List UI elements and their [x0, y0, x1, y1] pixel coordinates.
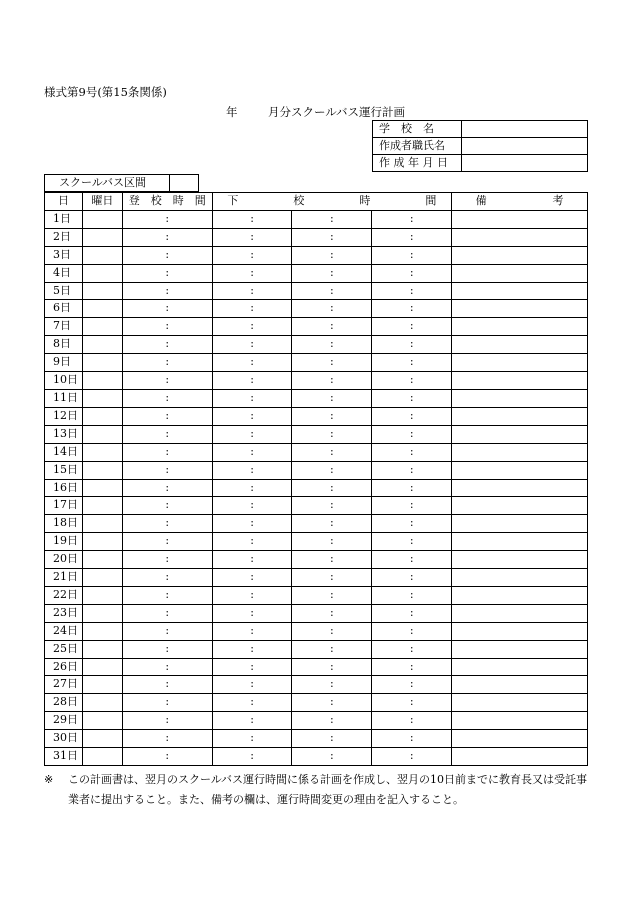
- day-cell: 27日: [45, 676, 83, 694]
- weekday-cell[interactable]: [82, 640, 122, 658]
- weekday-cell[interactable]: [82, 676, 122, 694]
- weekday-cell[interactable]: [82, 515, 122, 533]
- arrival-time-cell[interactable]: :: [122, 569, 212, 587]
- weekday-cell[interactable]: [82, 443, 122, 461]
- departure-time-3-cell[interactable]: :: [372, 694, 452, 712]
- departure-time-2-cell[interactable]: :: [292, 658, 372, 676]
- weekday-cell[interactable]: [82, 748, 122, 766]
- arrival-time-cell[interactable]: :: [122, 407, 212, 425]
- departure-time-1-cell[interactable]: :: [212, 569, 292, 587]
- departure-time-1-cell[interactable]: :: [212, 407, 292, 425]
- table-row: [45, 694, 588, 712]
- table-row: [45, 586, 588, 604]
- day-cell: 12日: [45, 407, 83, 425]
- remarks-cell[interactable]: [452, 282, 588, 300]
- departure-time-1-cell[interactable]: :: [212, 354, 292, 372]
- table-row: [45, 372, 588, 390]
- remarks-cell[interactable]: [452, 443, 588, 461]
- departure-time-2-cell[interactable]: :: [292, 622, 372, 640]
- remarks-cell[interactable]: [452, 246, 588, 264]
- table-row: [45, 551, 588, 569]
- day-cell: 17日: [45, 497, 83, 515]
- route-label: スクールバス区間: [45, 175, 170, 192]
- day-cell: 10日: [45, 372, 83, 390]
- table-row: [45, 479, 588, 497]
- remarks-cell[interactable]: [452, 228, 588, 246]
- departure-time-3-cell[interactable]: :: [372, 210, 452, 228]
- route-spacer: [199, 175, 589, 192]
- departure-time-1-cell[interactable]: :: [212, 389, 292, 407]
- departure-time-3-cell[interactable]: :: [372, 407, 452, 425]
- arrival-time-cell[interactable]: :: [122, 282, 212, 300]
- day-cell: 22日: [45, 586, 83, 604]
- weekday-cell[interactable]: [82, 336, 122, 354]
- arrival-time-cell[interactable]: :: [122, 354, 212, 372]
- weekday-cell[interactable]: [82, 586, 122, 604]
- table-row: [45, 622, 588, 640]
- departure-time-1-cell[interactable]: :: [212, 479, 292, 497]
- weekday-cell[interactable]: [82, 407, 122, 425]
- day-cell: 28日: [45, 694, 83, 712]
- weekday-cell[interactable]: [82, 497, 122, 515]
- arrival-time-cell[interactable]: :: [122, 443, 212, 461]
- remarks-cell[interactable]: [452, 551, 588, 569]
- departure-time-3-cell[interactable]: :: [372, 551, 452, 569]
- table-row: [45, 676, 588, 694]
- day-cell: 19日: [45, 533, 83, 551]
- remarks-cell[interactable]: [452, 407, 588, 425]
- remarks-cell[interactable]: [452, 479, 588, 497]
- departure-time-1-cell[interactable]: :: [212, 210, 292, 228]
- weekday-cell[interactable]: [82, 282, 122, 300]
- weekday-cell[interactable]: [82, 533, 122, 551]
- table-row: [45, 658, 588, 676]
- remarks-cell[interactable]: [452, 694, 588, 712]
- arrival-time-cell[interactable]: :: [122, 694, 212, 712]
- departure-time-1-cell[interactable]: :: [212, 372, 292, 390]
- departure-time-1-cell[interactable]: :: [212, 533, 292, 551]
- created-date-field[interactable]: [462, 155, 588, 172]
- departure-time-3-cell[interactable]: :: [372, 676, 452, 694]
- arrival-time-cell[interactable]: :: [122, 389, 212, 407]
- departure-time-2-cell[interactable]: :: [292, 640, 372, 658]
- arrival-time-cell[interactable]: :: [122, 676, 212, 694]
- remarks-cell[interactable]: [452, 604, 588, 622]
- remarks-cell[interactable]: [452, 354, 588, 372]
- arrival-time-cell[interactable]: :: [122, 497, 212, 515]
- table-row: [45, 748, 588, 766]
- day-cell: 24日: [45, 622, 83, 640]
- day-cell: 18日: [45, 515, 83, 533]
- departure-time-3-cell[interactable]: :: [372, 336, 452, 354]
- weekday-cell[interactable]: [82, 551, 122, 569]
- departure-time-1-cell[interactable]: :: [212, 246, 292, 264]
- departure-time-3-cell[interactable]: :: [372, 318, 452, 336]
- day-cell: 3日: [45, 246, 83, 264]
- departure-time-2-cell[interactable]: :: [292, 425, 372, 443]
- day-cell: 26日: [45, 658, 83, 676]
- departure-time-3-cell[interactable]: :: [372, 622, 452, 640]
- remarks-cell[interactable]: [452, 461, 588, 479]
- arrival-time-cell[interactable]: :: [122, 586, 212, 604]
- departure-time-2-cell[interactable]: :: [292, 515, 372, 533]
- info-row: [373, 138, 588, 155]
- table-row: [45, 640, 588, 658]
- departure-time-2-cell[interactable]: :: [292, 694, 372, 712]
- day-cell: 21日: [45, 569, 83, 587]
- departure-time-2-cell[interactable]: :: [292, 264, 372, 282]
- arrival-time-cell[interactable]: :: [122, 748, 212, 766]
- weekday-cell[interactable]: [82, 264, 122, 282]
- school-info-table: [372, 120, 588, 172]
- departure-time-1-cell[interactable]: :: [212, 586, 292, 604]
- table-row: [45, 712, 588, 730]
- arrival-time-cell[interactable]: :: [122, 228, 212, 246]
- title-year: 年: [226, 105, 238, 119]
- departure-time-1-cell[interactable]: :: [212, 425, 292, 443]
- weekday-cell[interactable]: [82, 658, 122, 676]
- weekday-cell[interactable]: [82, 300, 122, 318]
- arrival-time-cell[interactable]: :: [122, 336, 212, 354]
- table-row: [45, 515, 588, 533]
- day-cell: 5日: [45, 282, 83, 300]
- departure-time-2-cell[interactable]: :: [292, 300, 372, 318]
- arrival-time-cell[interactable]: :: [122, 300, 212, 318]
- departure-time-3-cell[interactable]: :: [372, 264, 452, 282]
- remarks-cell[interactable]: [452, 210, 588, 228]
- remarks-cell[interactable]: [452, 640, 588, 658]
- info-row: [373, 121, 588, 138]
- departure-time-1-cell[interactable]: :: [212, 318, 292, 336]
- departure-time-1-cell[interactable]: :: [212, 264, 292, 282]
- day-cell: 8日: [45, 336, 83, 354]
- arrival-time-cell[interactable]: :: [122, 515, 212, 533]
- departure-time-2-cell[interactable]: :: [292, 318, 372, 336]
- header-departure: 下 校 時 間: [212, 193, 451, 211]
- remarks-cell[interactable]: [452, 425, 588, 443]
- arrival-time-cell[interactable]: :: [122, 622, 212, 640]
- table-row: [45, 604, 588, 622]
- departure-time-3-cell[interactable]: :: [372, 461, 452, 479]
- table-row: [45, 497, 588, 515]
- schedule-header-row: [45, 193, 588, 211]
- departure-time-3-cell[interactable]: :: [372, 712, 452, 730]
- arrival-time-cell[interactable]: :: [122, 372, 212, 390]
- weekday-cell[interactable]: [82, 461, 122, 479]
- arrival-time-cell[interactable]: :: [122, 658, 212, 676]
- departure-time-3-cell[interactable]: :: [372, 640, 452, 658]
- departure-time-1-cell[interactable]: :: [212, 604, 292, 622]
- departure-time-1-cell[interactable]: :: [212, 640, 292, 658]
- departure-time-2-cell[interactable]: :: [292, 497, 372, 515]
- remarks-cell[interactable]: [452, 658, 588, 676]
- table-row: [45, 533, 588, 551]
- arrival-time-cell[interactable]: :: [122, 712, 212, 730]
- weekday-cell[interactable]: [82, 246, 122, 264]
- departure-time-3-cell[interactable]: :: [372, 372, 452, 390]
- departure-time-2-cell[interactable]: :: [292, 443, 372, 461]
- departure-time-1-cell[interactable]: :: [212, 336, 292, 354]
- arrival-time-cell[interactable]: :: [122, 479, 212, 497]
- departure-time-2-cell[interactable]: :: [292, 569, 372, 587]
- header-weekday: 曜日: [82, 193, 122, 211]
- departure-time-3-cell[interactable]: :: [372, 658, 452, 676]
- day-cell: 9日: [45, 354, 83, 372]
- day-cell: 14日: [45, 443, 83, 461]
- departure-time-3-cell[interactable]: :: [372, 748, 452, 766]
- arrival-time-cell[interactable]: :: [122, 318, 212, 336]
- remarks-cell[interactable]: [452, 730, 588, 748]
- weekday-cell[interactable]: [82, 694, 122, 712]
- table-row: [45, 730, 588, 748]
- departure-time-1-cell[interactable]: :: [212, 748, 292, 766]
- day-cell: 20日: [45, 551, 83, 569]
- remarks-cell[interactable]: [452, 622, 588, 640]
- departure-time-3-cell[interactable]: :: [372, 533, 452, 551]
- remarks-cell[interactable]: [452, 748, 588, 766]
- table-row: [45, 210, 588, 228]
- header-arrival: 登 校 時 間: [122, 193, 212, 211]
- weekday-cell[interactable]: [82, 425, 122, 443]
- table-row: [45, 300, 588, 318]
- departure-time-2-cell[interactable]: :: [292, 389, 372, 407]
- footnote-mark: ※: [44, 773, 54, 786]
- created-date-label: 作 成 年 月 日: [373, 155, 462, 172]
- weekday-cell[interactable]: [82, 712, 122, 730]
- weekday-cell[interactable]: [82, 372, 122, 390]
- arrival-time-cell[interactable]: :: [122, 461, 212, 479]
- school-name-label: 学 校 名: [373, 121, 462, 138]
- departure-time-1-cell[interactable]: :: [212, 694, 292, 712]
- departure-time-2-cell[interactable]: :: [292, 676, 372, 694]
- departure-time-2-cell[interactable]: :: [292, 282, 372, 300]
- departure-time-2-cell[interactable]: :: [292, 748, 372, 766]
- table-row: [45, 336, 588, 354]
- departure-time-1-cell[interactable]: :: [212, 622, 292, 640]
- departure-time-2-cell[interactable]: :: [292, 533, 372, 551]
- header-remarks: 備 考: [452, 193, 588, 211]
- arrival-time-cell[interactable]: :: [122, 246, 212, 264]
- departure-time-3-cell[interactable]: :: [372, 425, 452, 443]
- departure-time-1-cell[interactable]: :: [212, 228, 292, 246]
- weekday-cell[interactable]: [82, 604, 122, 622]
- remarks-cell[interactable]: [452, 300, 588, 318]
- table-row: [45, 407, 588, 425]
- remarks-cell[interactable]: [452, 336, 588, 354]
- table-row: [45, 569, 588, 587]
- day-cell: 13日: [45, 425, 83, 443]
- departure-time-3-cell[interactable]: :: [372, 300, 452, 318]
- arrival-time-cell[interactable]: :: [122, 425, 212, 443]
- table-row: [45, 389, 588, 407]
- departure-time-1-cell[interactable]: :: [212, 443, 292, 461]
- day-cell: 6日: [45, 300, 83, 318]
- remarks-cell[interactable]: [452, 497, 588, 515]
- header-day: 日: [45, 193, 83, 211]
- remarks-cell[interactable]: [452, 515, 588, 533]
- day-cell: 23日: [45, 604, 83, 622]
- departure-time-1-cell[interactable]: :: [212, 461, 292, 479]
- table-row: [45, 264, 588, 282]
- weekday-cell[interactable]: [82, 318, 122, 336]
- footnote: [44, 770, 592, 810]
- arrival-time-cell[interactable]: :: [122, 533, 212, 551]
- table-row: [45, 318, 588, 336]
- departure-time-3-cell[interactable]: :: [372, 497, 452, 515]
- weekday-cell[interactable]: [82, 569, 122, 587]
- departure-time-2-cell[interactable]: :: [292, 407, 372, 425]
- departure-time-2-cell[interactable]: :: [292, 479, 372, 497]
- weekday-cell[interactable]: [82, 622, 122, 640]
- arrival-time-cell[interactable]: :: [122, 210, 212, 228]
- departure-time-2-cell[interactable]: :: [292, 210, 372, 228]
- departure-time-3-cell[interactable]: :: [372, 586, 452, 604]
- arrival-time-cell[interactable]: :: [122, 640, 212, 658]
- weekday-cell[interactable]: [82, 228, 122, 246]
- weekday-cell[interactable]: [82, 389, 122, 407]
- departure-time-2-cell[interactable]: :: [292, 730, 372, 748]
- remarks-cell[interactable]: [452, 676, 588, 694]
- table-row: [45, 228, 588, 246]
- route-table: [44, 174, 588, 192]
- day-cell: 11日: [45, 389, 83, 407]
- footnote-text: この計画書は、翌月のスクールバス運行時間に係る計画を作成し、翌月の10日前までに教育長又は受託事業者に提出すること。また、備考の欄は、運行時間変更の理由を記入すること。: [68, 773, 588, 806]
- table-row: [45, 425, 588, 443]
- day-cell: 16日: [45, 479, 83, 497]
- departure-time-3-cell[interactable]: :: [372, 228, 452, 246]
- departure-time-3-cell[interactable]: :: [372, 569, 452, 587]
- weekday-cell[interactable]: [82, 210, 122, 228]
- remarks-cell[interactable]: [452, 586, 588, 604]
- day-cell: 31日: [45, 748, 83, 766]
- table-row: [45, 282, 588, 300]
- departure-time-3-cell[interactable]: :: [372, 246, 452, 264]
- title-text: 月分スクールバス運行計画: [268, 105, 405, 119]
- departure-time-2-cell[interactable]: :: [292, 551, 372, 569]
- table-row: [45, 443, 588, 461]
- departure-time-2-cell[interactable]: :: [292, 246, 372, 264]
- day-cell: 7日: [45, 318, 83, 336]
- table-row: [45, 354, 588, 372]
- remarks-cell[interactable]: [452, 533, 588, 551]
- weekday-cell[interactable]: [82, 479, 122, 497]
- school-name-field[interactable]: [462, 121, 588, 138]
- remarks-cell[interactable]: [452, 318, 588, 336]
- arrival-time-cell[interactable]: :: [122, 551, 212, 569]
- table-row: [45, 246, 588, 264]
- departure-time-1-cell[interactable]: :: [212, 497, 292, 515]
- arrival-time-cell[interactable]: :: [122, 264, 212, 282]
- departure-time-3-cell[interactable]: :: [372, 443, 452, 461]
- departure-time-3-cell[interactable]: :: [372, 282, 452, 300]
- author-field[interactable]: [462, 138, 588, 155]
- form-reference: 様式第9号(第15条関係): [44, 85, 167, 99]
- departure-time-1-cell[interactable]: :: [212, 658, 292, 676]
- departure-time-2-cell[interactable]: :: [292, 354, 372, 372]
- departure-time-2-cell[interactable]: :: [292, 712, 372, 730]
- departure-time-1-cell[interactable]: :: [212, 551, 292, 569]
- schedule-table: [44, 192, 588, 766]
- arrival-time-cell[interactable]: :: [122, 730, 212, 748]
- departure-time-2-cell[interactable]: :: [292, 604, 372, 622]
- departure-time-3-cell[interactable]: :: [372, 515, 452, 533]
- remarks-cell[interactable]: [452, 569, 588, 587]
- weekday-cell[interactable]: [82, 730, 122, 748]
- arrival-time-cell[interactable]: :: [122, 604, 212, 622]
- route-field[interactable]: [170, 175, 199, 192]
- departure-time-2-cell[interactable]: :: [292, 228, 372, 246]
- departure-time-2-cell[interactable]: :: [292, 461, 372, 479]
- departure-time-1-cell[interactable]: :: [212, 712, 292, 730]
- departure-time-1-cell[interactable]: :: [212, 282, 292, 300]
- table-row: [45, 461, 588, 479]
- departure-time-2-cell[interactable]: :: [292, 336, 372, 354]
- departure-time-3-cell[interactable]: :: [372, 354, 452, 372]
- departure-time-2-cell[interactable]: :: [292, 372, 372, 390]
- remarks-cell[interactable]: [452, 712, 588, 730]
- day-cell: 15日: [45, 461, 83, 479]
- day-cell: 4日: [45, 264, 83, 282]
- info-row: [373, 155, 588, 172]
- day-cell: 29日: [45, 712, 83, 730]
- departure-time-1-cell[interactable]: :: [212, 515, 292, 533]
- remarks-cell[interactable]: [452, 264, 588, 282]
- departure-time-3-cell[interactable]: :: [372, 730, 452, 748]
- day-cell: 30日: [45, 730, 83, 748]
- departure-time-1-cell[interactable]: :: [212, 676, 292, 694]
- day-cell: 2日: [45, 228, 83, 246]
- remarks-cell[interactable]: [452, 389, 588, 407]
- day-cell: 25日: [45, 640, 83, 658]
- departure-time-3-cell[interactable]: :: [372, 604, 452, 622]
- departure-time-3-cell[interactable]: :: [372, 479, 452, 497]
- weekday-cell[interactable]: [82, 354, 122, 372]
- departure-time-3-cell[interactable]: :: [372, 389, 452, 407]
- departure-time-2-cell[interactable]: :: [292, 586, 372, 604]
- day-cell: 1日: [45, 210, 83, 228]
- author-label: 作成者職氏名: [373, 138, 462, 155]
- departure-time-1-cell[interactable]: :: [212, 730, 292, 748]
- departure-time-1-cell[interactable]: :: [212, 300, 292, 318]
- remarks-cell[interactable]: [452, 372, 588, 390]
